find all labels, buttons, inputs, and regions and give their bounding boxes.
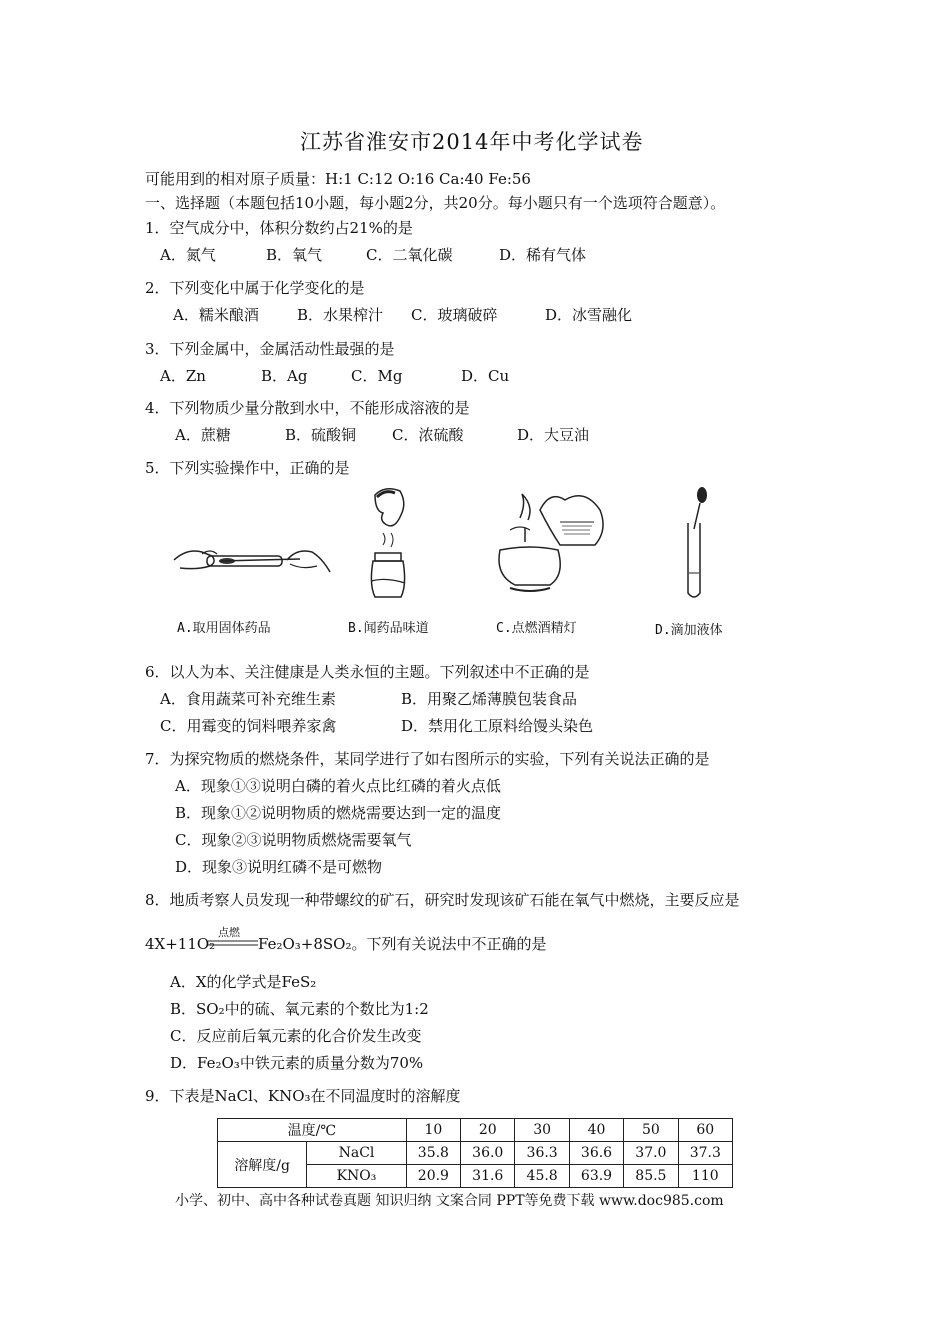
substance-name: KNO₃ — [307, 1165, 406, 1188]
q6-option-d: D．禁用化工原料给馒头染色 — [401, 717, 594, 735]
q1-option-c: C．二氧化碳 — [366, 246, 453, 264]
q3-option-a: A．Zn — [160, 367, 206, 385]
value-cell: 36.0 — [461, 1142, 515, 1165]
temp-cell: 20 — [461, 1119, 515, 1142]
q8-option-d: D．Fe₂O₃中铁元素的质量分数为70% — [170, 1054, 424, 1072]
q1-option-b: B．氧气 — [266, 246, 323, 264]
question-6-stem: 6．以人为本、关注健康是人类永恒的主题。下列叙述中不正确的是 — [145, 663, 590, 681]
temp-cell: 10 — [406, 1119, 460, 1142]
equation-condition: 点燃 — [218, 926, 240, 939]
question-1-stem: 1．空气成分中，体积分数约占21%的是 — [145, 219, 413, 237]
question-5-stem: 5．下列实验操作中，正确的是 — [145, 459, 350, 477]
value-cell: 110 — [678, 1165, 732, 1188]
q8-option-a: A．X的化学式是FeS₂ — [170, 973, 317, 991]
q4-option-c: C．浓硫酸 — [392, 426, 464, 444]
q8-option-b: B．SO₂中的硫、氧元素的个数比为1:2 — [170, 1000, 429, 1018]
temp-cell: 50 — [624, 1119, 678, 1142]
value-cell: 20.9 — [406, 1165, 460, 1188]
q2-option-c: C．玻璃破碎 — [411, 306, 498, 324]
equation-equals-sign — [208, 940, 258, 948]
q2-option-a: A．糯米酿酒 — [173, 306, 259, 324]
q8-option-c: C．反应前后氧元素的化合价发生改变 — [170, 1027, 422, 1045]
q7-option-b: B．现象①②说明物质的燃烧需要达到一定的温度 — [175, 804, 502, 822]
figure-c-alcohol-lamp-illustration — [490, 490, 615, 600]
question-8-stem: 8．地质考察人员发现一种带螺纹的矿石，研究时发现该矿石能在氧气中燃烧，主要反应是 — [145, 891, 740, 909]
figure-d-dropper-illustration — [680, 485, 720, 605]
q2-option-d: D．冰雪融化 — [545, 306, 633, 324]
value-cell: 37.0 — [624, 1142, 678, 1165]
q4-option-b: B．硫酸铜 — [285, 426, 357, 444]
q6-option-b: B．用聚乙烯薄膜包装食品 — [401, 690, 578, 708]
temp-header: 温度/℃ — [218, 1119, 407, 1142]
question-4-stem: 4．下列物质少量分散到水中，不能形成溶液的是 — [145, 399, 470, 417]
value-cell: 36.3 — [515, 1142, 569, 1165]
q6-option-c: C．用霉变的饲料喂养家禽 — [160, 717, 337, 735]
q7-option-a: A．现象①③说明白磷的着火点比红磷的着火点低 — [175, 777, 501, 795]
q1-option-d: D．稀有气体 — [499, 246, 587, 264]
value-cell: 85.5 — [624, 1165, 678, 1188]
figure-d-caption: D.滴加液体 — [655, 623, 723, 638]
value-cell: 31.6 — [461, 1165, 515, 1188]
temp-cell: 40 — [569, 1119, 623, 1142]
substance-name: NaCl — [307, 1142, 406, 1165]
solubility-table — [217, 1118, 733, 1188]
figure-a-solid-sampling-illustration — [172, 530, 332, 590]
q3-option-c: C．Mg — [351, 367, 403, 385]
page-title: 江苏省淮安市2014年中考化学试卷 — [300, 130, 644, 154]
q4-option-a: A．蔗糖 — [175, 426, 231, 444]
q4-option-d: D．大豆油 — [517, 426, 590, 444]
q3-option-b: B．Ag — [261, 367, 308, 385]
figure-a-caption: A.取用固体药品 — [177, 621, 271, 636]
value-cell: 45.8 — [515, 1165, 569, 1188]
table-row — [218, 1119, 733, 1142]
q2-option-b: B．水果榨汁 — [297, 306, 384, 324]
question-9-stem: 9．下表是NaCl、KNO₃在不同温度时的溶解度 — [145, 1087, 461, 1105]
q6-option-a: A．食用蔬菜可补充维生素 — [160, 690, 336, 708]
q3-option-d: D．Cu — [461, 367, 510, 385]
equation-right: Fe₂O₃+8SO₂。下列有关说法中不正确的是 — [258, 935, 547, 953]
figure-b-caption: B.闻药品味道 — [348, 621, 429, 636]
footer-text: 小学、初中、高中各种试卷真题 知识归纳 文案合同 PPT等免费下载 www.doc985.com — [175, 1193, 724, 1209]
equation-left: 4X+11O₂ — [145, 935, 216, 953]
question-7-stem: 7．为探究物质的燃烧条件，某同学进行了如右图所示的实验，下列有关说法正确的是 — [145, 750, 710, 768]
value-cell: 35.8 — [406, 1142, 460, 1165]
temp-cell: 30 — [515, 1119, 569, 1142]
question-2-stem: 2．下列变化中属于化学变化的是 — [145, 279, 365, 297]
q7-option-c: C．现象②③说明物质燃烧需要氧气 — [175, 831, 412, 849]
q1-option-a: A．氮气 — [160, 246, 216, 264]
section-heading: 一、选择题（本题包括10小题，每小题2分，共20分。每小题只有一个选项符合题意）。 — [145, 194, 726, 212]
row-group-label: 溶解度/g — [218, 1142, 307, 1188]
temp-cell: 60 — [678, 1119, 732, 1142]
figure-c-caption: C.点燃酒精灯 — [496, 621, 577, 636]
value-cell: 36.6 — [569, 1142, 623, 1165]
atomic-masses: 可能用到的相对原子质量：H:1 C:12 O:16 Ca:40 Fe:56 — [145, 170, 531, 188]
q7-option-d: D．现象③说明红磷不是可燃物 — [175, 858, 383, 876]
figure-b-smelling-illustration — [365, 485, 415, 613]
value-cell: 37.3 — [678, 1142, 732, 1165]
question-3-stem: 3．下列金属中，金属活动性最强的是 — [145, 340, 395, 358]
value-cell: 63.9 — [569, 1165, 623, 1188]
table-row — [218, 1142, 733, 1165]
